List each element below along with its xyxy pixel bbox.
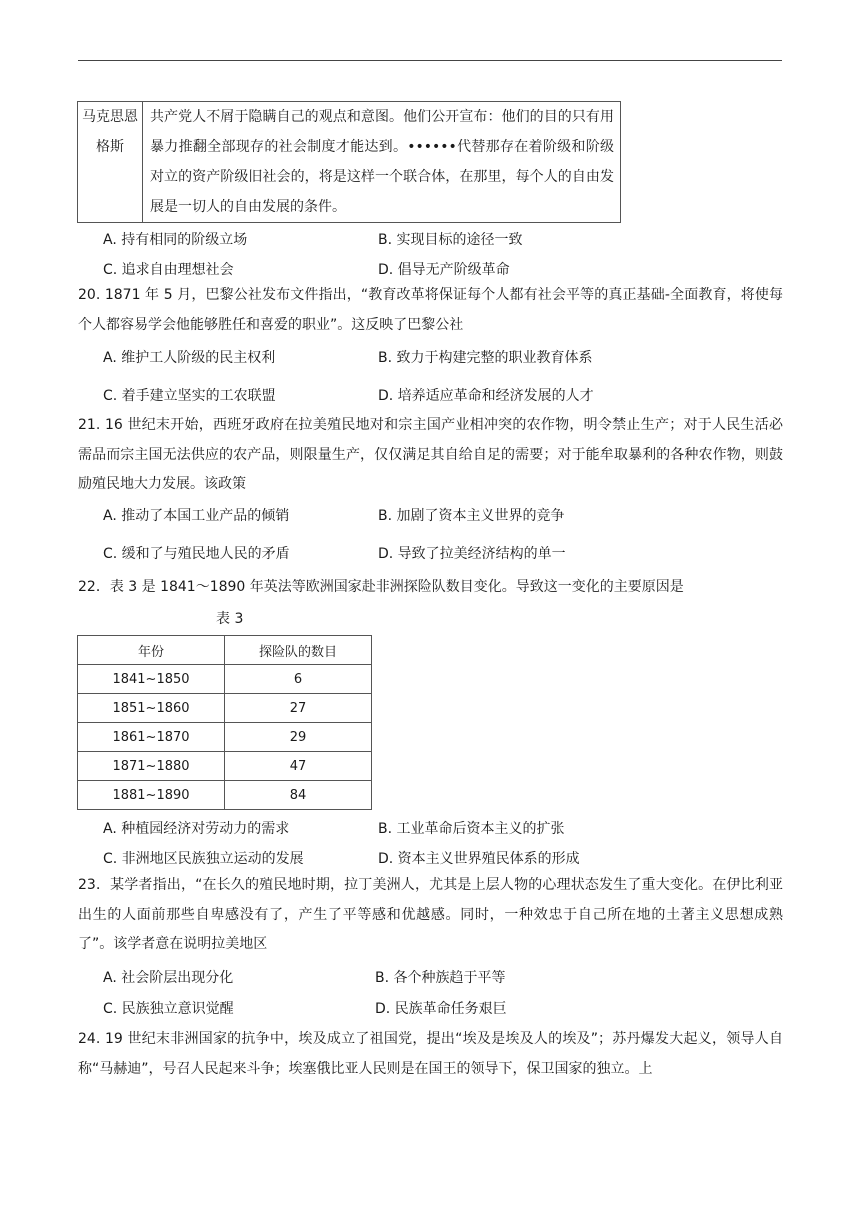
- q20-option-c[interactable]: C. 着手建立坚实的工农联盟: [103, 388, 276, 404]
- cell-year: 1841~1850: [78, 665, 225, 694]
- table-row: [78, 723, 372, 752]
- q20-option-d[interactable]: D. 培养适应革命和经济发展的人才: [378, 388, 594, 404]
- q22-option-a[interactable]: A. 种植园经济对劳动力的需求: [103, 821, 290, 837]
- q19-option-d[interactable]: D. 倡导无产阶级革命: [378, 262, 510, 278]
- q21-stem: 21. 16 世纪末开始，西班牙政府在拉美殖民地对和宗主国产业相冲突的农作物，明令禁止生产；对于人民生活必需品而宗主国无法供应的农产品，则限量生产，仅仅满足其自给自足的需要；对于能牟取暴利的各种农作物，则鼓励殖民地大力发展。该政策: [78, 417, 783, 492]
- q22-stem: 22．表 3 是 1841～1890 年英法等欧洲国家赴非洲探险队数目变化。导致这一变化的主要原因是: [78, 579, 684, 595]
- q22-option-b[interactable]: B. 工业革命后资本主义的扩张: [378, 821, 565, 837]
- cell-year: 1881~1890: [78, 781, 225, 810]
- cell-count: 84: [225, 781, 372, 810]
- cell-year: 1871~1880: [78, 752, 225, 781]
- q23-stem: 23．某学者指出，“在长久的殖民地时期，拉丁美洲人，尤其是上层人物的心理状态发生了重大变化。在伊比利亚出生的人面前那些自卑感没有了，产生了平等感和优越感。同时，一种效忠于自己所在地的土著主义思想成熟了”。该学者意在说明拉美地区: [78, 877, 783, 952]
- table-row: [78, 781, 372, 810]
- q24-stem: 24. 19 世纪末非洲国家的抗争中，埃及成立了祖国党，提出“埃及是埃及人的埃及”；苏丹爆发大起义，领导人自称“马赫迪”，号召人民起来斗争；埃塞俄比亚人民则是在国王的领导下，保卫国家的独立。上: [78, 1031, 783, 1077]
- header-rule: [78, 60, 782, 61]
- q22-option-d[interactable]: D. 资本主义世界殖民体系的形成: [378, 851, 580, 867]
- q20-option-a[interactable]: A. 维护工人阶级的民主权利: [103, 350, 276, 366]
- q23-option-a[interactable]: A. 社会阶层出现分化: [103, 970, 234, 986]
- table-row: [78, 752, 372, 781]
- quote-author: 马克思恩格斯: [78, 102, 143, 223]
- cell-count: 27: [225, 694, 372, 723]
- expedition-table: [77, 635, 372, 810]
- header-year: 年份: [78, 636, 225, 665]
- cell-count: 47: [225, 752, 372, 781]
- cell-year: 1851~1860: [78, 694, 225, 723]
- cell-count: 6: [225, 665, 372, 694]
- cell-count: 29: [225, 723, 372, 752]
- q20-stem: 20. 1871 年 5 月，巴黎公社发布文件指出，“教育改革将保证每个人都有社会平等的真正基础-全面教育，将使每个人都容易学会他能够胜任和喜爱的职业”。这反映了巴黎公社: [78, 287, 783, 333]
- q19-option-a[interactable]: A. 持有相同的阶级立场: [103, 232, 248, 248]
- q20-option-b[interactable]: B. 致力于构建完整的职业教育体系: [378, 350, 593, 366]
- q21-option-a[interactable]: A. 推动了本国工业产品的倾销: [103, 508, 290, 524]
- header-count: 探险队的数目: [225, 636, 372, 665]
- table-header-row: [78, 636, 372, 665]
- q21-option-c[interactable]: C. 缓和了与殖民地人民的矛盾: [103, 546, 290, 562]
- quote-text: 共产党人不屑于隐瞒自己的观点和意图。他们公开宣布：他们的目的只有用暴力推翻全部现存的社会制度才能达到。••••••代替那存在着阶级和阶级对立的资产阶级旧社会的，将是这样一个联合体，在那里，每个人的自由发展是一切人的自由发展的条件。: [143, 102, 621, 223]
- table-row: [78, 694, 372, 723]
- q23-option-b[interactable]: B. 各个种族趋于平等: [375, 970, 506, 986]
- quote-table: [77, 101, 621, 223]
- q22-option-c[interactable]: C. 非洲地区民族独立运动的发展: [103, 851, 304, 867]
- cell-year: 1861~1870: [78, 723, 225, 752]
- table-caption: 表 3: [216, 611, 244, 627]
- q21-option-d[interactable]: D. 导致了拉美经济结构的单一: [378, 546, 566, 562]
- q19-option-b[interactable]: B. 实现目标的途径一致: [378, 232, 523, 248]
- q21-option-b[interactable]: B. 加剧了资本主义世界的竞争: [378, 508, 565, 524]
- table-row: [78, 665, 372, 694]
- q19-option-c[interactable]: C. 追求自由理想社会: [103, 262, 234, 278]
- q23-option-d[interactable]: D. 民族革命任务艰巨: [375, 1001, 507, 1017]
- q23-option-c[interactable]: C. 民族独立意识觉醒: [103, 1001, 234, 1017]
